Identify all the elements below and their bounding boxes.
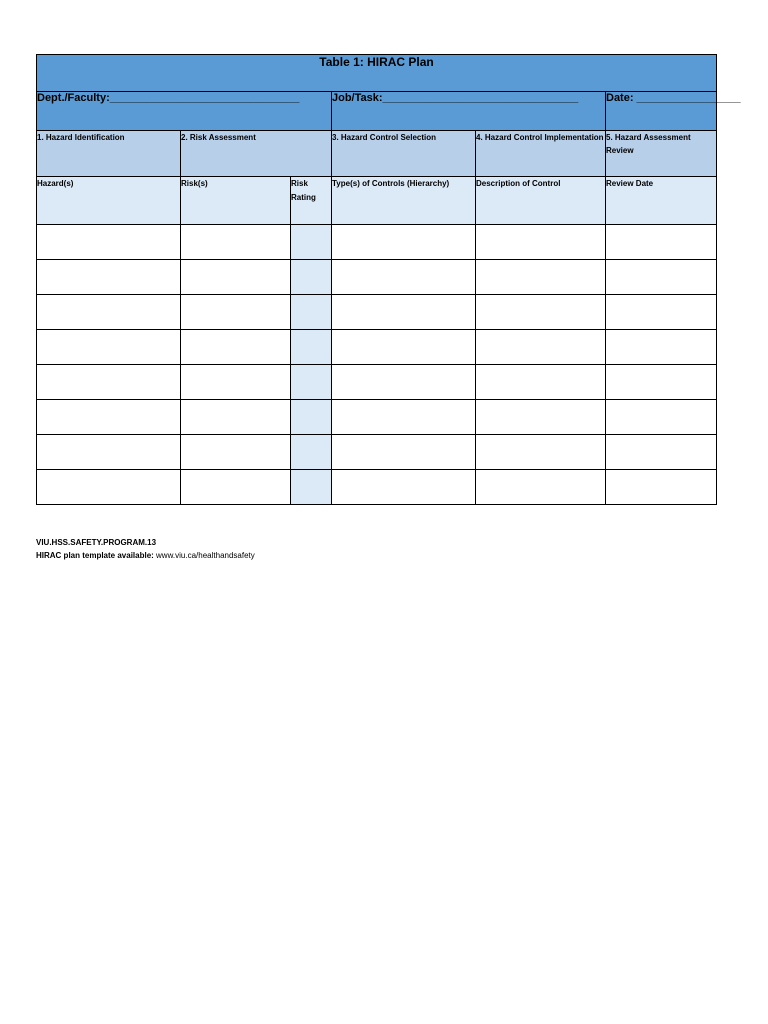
table-row	[37, 400, 717, 435]
control-type-cell[interactable]	[332, 260, 476, 295]
template-availability	[36, 549, 255, 562]
risk-cell[interactable]	[181, 295, 291, 330]
hazard-cell[interactable]	[37, 470, 181, 505]
hazard-cell[interactable]	[37, 435, 181, 470]
column-hazards: Hazard(s)	[37, 177, 181, 225]
column-review-date: Review Date	[606, 177, 717, 225]
control-description-cell[interactable]	[476, 470, 606, 505]
template-link[interactable]: www.viu.ca/healthandsafety	[156, 551, 255, 560]
job-task-field[interactable]: Job/Task:________________________________	[332, 92, 606, 131]
risk-cell[interactable]	[181, 260, 291, 295]
control-type-cell[interactable]	[332, 400, 476, 435]
risk-rating-cell[interactable]	[291, 365, 332, 400]
date-field[interactable]: Date: _________________	[606, 92, 717, 131]
control-description-cell[interactable]	[476, 330, 606, 365]
column-risks: Risk(s)	[181, 177, 291, 225]
risk-rating-cell[interactable]	[291, 295, 332, 330]
risk-cell[interactable]	[181, 435, 291, 470]
control-description-cell[interactable]	[476, 295, 606, 330]
table-title: Table 1: HIRAC Plan	[37, 55, 717, 92]
section-hazard-control-selection: 3. Hazard Control Selection	[332, 131, 476, 177]
risk-rating-cell[interactable]	[291, 330, 332, 365]
risk-rating-cell[interactable]	[291, 435, 332, 470]
hazard-cell[interactable]	[37, 400, 181, 435]
risk-cell[interactable]	[181, 330, 291, 365]
control-type-cell[interactable]	[332, 435, 476, 470]
dept-faculty-field[interactable]: Dept./Faculty:_______________________________	[37, 92, 332, 131]
control-type-cell[interactable]	[332, 225, 476, 260]
review-date-cell[interactable]	[606, 295, 717, 330]
hazard-cell[interactable]	[37, 260, 181, 295]
risk-rating-cell[interactable]	[291, 400, 332, 435]
table-row	[37, 365, 717, 400]
program-code: VIU.HSS.SAFETY.PROGRAM.13	[36, 538, 157, 547]
risk-cell[interactable]	[181, 470, 291, 505]
review-date-cell[interactable]	[606, 470, 717, 505]
table-row	[37, 470, 717, 505]
control-description-cell[interactable]	[476, 365, 606, 400]
risk-cell[interactable]	[181, 365, 291, 400]
column-risk-rating: Risk Rating	[291, 177, 332, 225]
control-type-cell[interactable]	[332, 295, 476, 330]
hirac-plan-table	[36, 54, 741, 505]
table-row	[37, 295, 717, 330]
table-row	[37, 260, 717, 295]
section-hazard-control-implementation: 4. Hazard Control Implementation	[476, 131, 606, 177]
hazard-cell[interactable]	[37, 365, 181, 400]
footer	[36, 536, 255, 562]
table-row	[37, 225, 717, 260]
control-type-cell[interactable]	[332, 365, 476, 400]
risk-cell[interactable]	[181, 225, 291, 260]
section-hazard-identification: 1. Hazard Identification	[37, 131, 181, 177]
hazard-cell[interactable]	[37, 330, 181, 365]
review-date-cell[interactable]	[606, 260, 717, 295]
control-description-cell[interactable]	[476, 260, 606, 295]
section-hazard-assessment-review: 5. Hazard Assessment Review	[606, 131, 717, 177]
risk-cell[interactable]	[181, 400, 291, 435]
table-row	[37, 330, 717, 365]
risk-rating-cell[interactable]	[291, 225, 332, 260]
table-row	[37, 435, 717, 470]
hazard-cell[interactable]	[37, 295, 181, 330]
column-control-description: Description of Control	[476, 177, 606, 225]
control-description-cell[interactable]	[476, 400, 606, 435]
section-risk-assessment: 2. Risk Assessment	[181, 131, 332, 177]
review-date-cell[interactable]	[606, 400, 717, 435]
risk-rating-cell[interactable]	[291, 260, 332, 295]
review-date-cell[interactable]	[606, 330, 717, 365]
review-date-cell[interactable]	[606, 225, 717, 260]
template-label: HIRAC plan template available:	[36, 551, 157, 560]
control-type-cell[interactable]	[332, 330, 476, 365]
control-type-cell[interactable]	[332, 470, 476, 505]
review-date-cell[interactable]	[606, 435, 717, 470]
hazard-cell[interactable]	[37, 225, 181, 260]
review-date-cell[interactable]	[606, 365, 717, 400]
risk-rating-cell[interactable]	[291, 470, 332, 505]
column-control-types: Type(s) of Controls (Hierarchy)	[332, 177, 476, 225]
control-description-cell[interactable]	[476, 435, 606, 470]
control-description-cell[interactable]	[476, 225, 606, 260]
